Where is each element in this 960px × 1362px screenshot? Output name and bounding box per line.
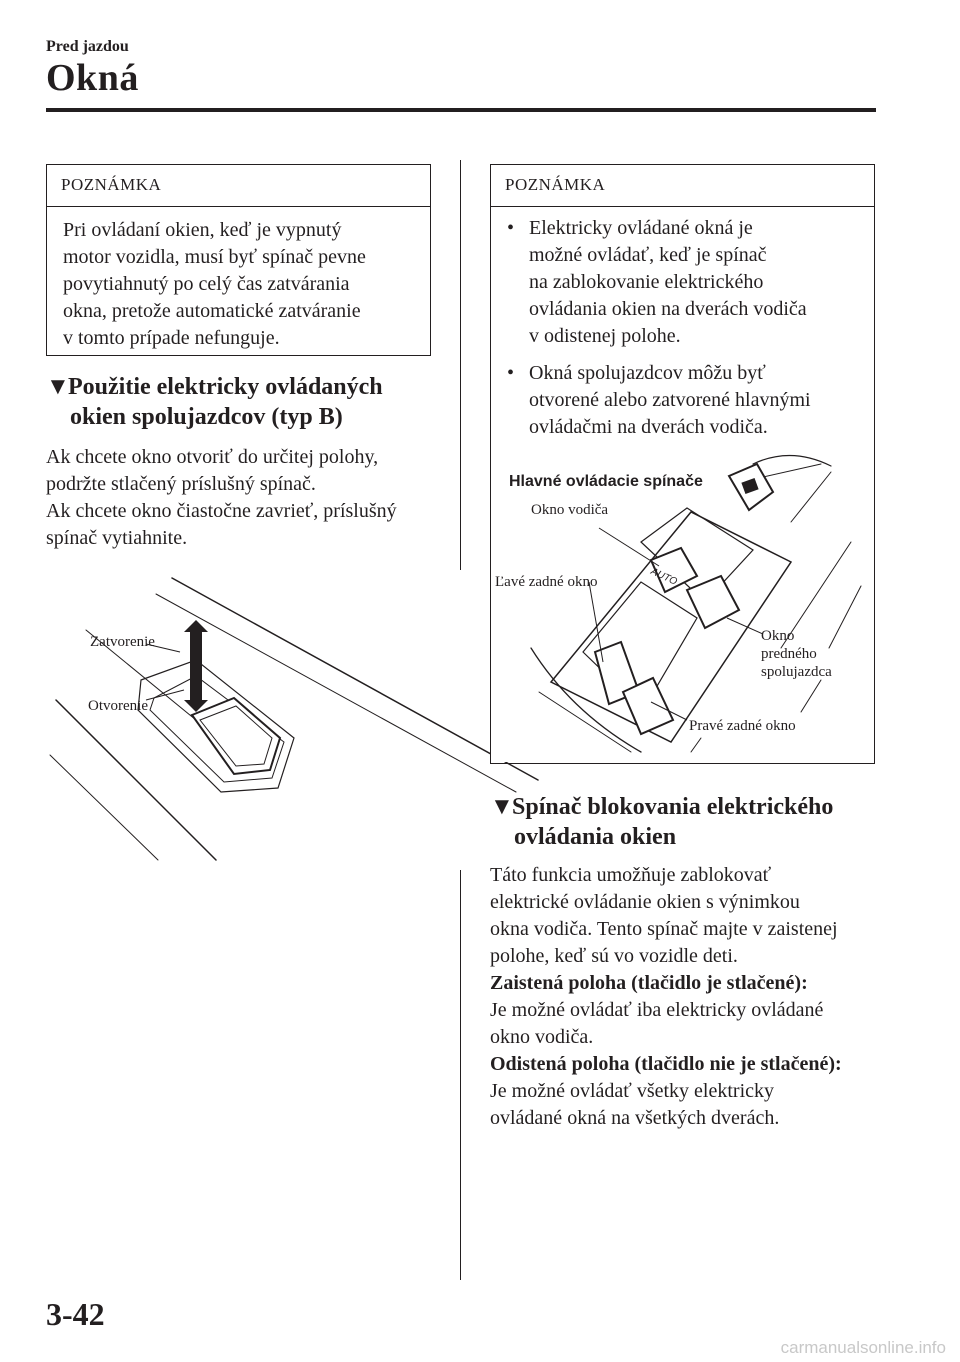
heading-line: ovládania okien xyxy=(514,824,677,850)
bullet-line: • Okná spolujazdcov môžu byť xyxy=(529,362,766,384)
section-heading-passenger-windows xyxy=(46,372,446,432)
section-heading-lock-switch xyxy=(490,792,890,852)
note-box-left xyxy=(46,164,431,356)
paragraph-line: elektrické ovládanie okien s výnimkou xyxy=(490,891,800,913)
page-title: Okná xyxy=(46,57,139,99)
watermark: carmanualsonline.info xyxy=(780,1338,946,1357)
label-opening: Otvorenie xyxy=(88,698,148,714)
heading-line: okien spolujazdcov (typ B) xyxy=(70,404,343,430)
main-switches-figure xyxy=(491,452,874,762)
bullet-line: • Elektricky ovládané okná je xyxy=(529,217,753,239)
note-body xyxy=(491,207,874,461)
bullet-line: ovládania okien na dverách vodiča xyxy=(529,298,807,320)
label-closing: Zatvorenie xyxy=(90,634,155,650)
label-line: spolujazdca xyxy=(761,664,832,680)
note-bullet xyxy=(507,215,864,350)
note-line: motor vozidla, musí byť spínač pevne xyxy=(63,246,366,268)
note-bullet xyxy=(507,360,864,441)
paragraph-lock-switch xyxy=(490,862,890,1132)
paragraph-line: okna vodiča. Tento spínač majte v zaistenej xyxy=(490,918,838,940)
note-line: Pri ovládaní okien, keď je vypnutý xyxy=(63,219,342,241)
paragraph-line: Táto funkcia umožňuje zablokovať xyxy=(490,864,772,886)
note-heading: POZNÁMKA xyxy=(47,165,430,207)
paragraph-line: Je možné ovládať všetky elektricky xyxy=(490,1080,775,1102)
section-label: Pred jazdou xyxy=(46,38,129,55)
paragraph-line: spínač vytiahnite. xyxy=(46,527,188,549)
paragraph-line: podržte stlačený príslušný spínač. xyxy=(46,473,316,495)
heading-line: Použitie elektricky ovládaných xyxy=(68,374,383,400)
locked-label-text: Zaistená poloha (tlačidlo je stlačené): xyxy=(490,972,808,994)
paragraph-line: Ak chcete okno otvoriť do určitej polohy, xyxy=(46,446,379,468)
heading-marker-icon: ▼ xyxy=(490,794,514,820)
lock-button-icon xyxy=(729,464,773,510)
label-line: Okno xyxy=(761,628,795,644)
unlocked-position-label xyxy=(490,1051,890,1078)
bullet-line: otvorené alebo zatvorené hlavnými xyxy=(529,389,811,411)
paragraph-line: okno vodiča. xyxy=(490,1026,594,1048)
paragraph-line: Je možné ovládať iba elektricky ovládané xyxy=(490,999,824,1021)
label-line: predného xyxy=(761,646,817,662)
label-left-rear-window: Ľavé zadné okno xyxy=(495,574,598,590)
label-front-passenger-window xyxy=(761,628,832,680)
heading-marker-icon: ▼ xyxy=(46,374,70,400)
paragraph-line: Ak chcete okno čiastočne zavrieť, príslušný xyxy=(46,500,397,522)
note-line: okna, pretože automatické zatváranie xyxy=(63,300,361,322)
note-heading: POZNÁMKA xyxy=(491,165,874,207)
bullet-line: možné ovládať, keď je spínač xyxy=(529,244,767,266)
auto-label: AUTO xyxy=(648,566,679,588)
unlocked-label-text: Odistená poloha (tlačidlo nie je stlačené): xyxy=(490,1053,842,1075)
bullet-line: v odistenej polohe. xyxy=(529,325,681,347)
label-driver-window: Okno vodiča xyxy=(531,502,609,518)
page-number: 3-42 xyxy=(46,1296,105,1332)
bullet-line: na zablokovanie elektrického xyxy=(529,271,764,293)
title-rule xyxy=(46,108,876,112)
label-right-rear-window: Pravé zadné okno xyxy=(689,718,796,734)
paragraph-line: polohe, keď sú vo vozidle deti. xyxy=(490,945,738,967)
locked-position-label xyxy=(490,970,890,997)
note-line: povytiahnutý po celý čas zatvárania xyxy=(63,273,350,295)
note-line: v tomto prípade nefunguje. xyxy=(63,327,280,349)
paragraph-passenger-windows xyxy=(46,444,446,552)
passenger-switch-figure xyxy=(46,570,546,870)
note-body xyxy=(47,207,430,362)
note-bullet-list xyxy=(507,215,864,441)
heading-line: Spínač blokovania elektrického xyxy=(512,794,834,820)
bullet-line: ovládačmi na dverách vodiča. xyxy=(529,416,768,438)
paragraph-line: ovládané okná na všetkých dverách. xyxy=(490,1107,780,1129)
figure-title: Hlavné ovládacie spínače xyxy=(509,473,703,490)
